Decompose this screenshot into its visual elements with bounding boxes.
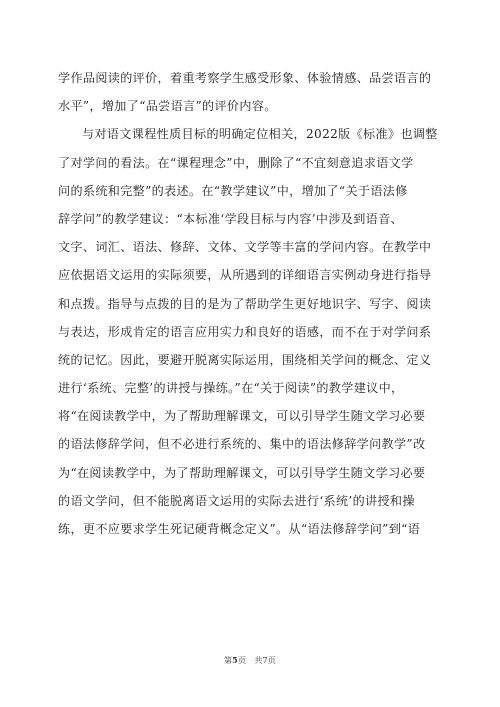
text-line: 为“在阅读教学中，为了帮助理解课文，可以引导学生随文学习必要: [58, 465, 426, 480]
body-text: [58, 64, 443, 543]
total-pages-number: 7: [262, 656, 268, 665]
page-footer: [0, 655, 500, 666]
text-line: 的语法修辞学问，但不必进行系统的、集中的语法修辞学问教学”改: [58, 437, 426, 452]
text-line: 应依据语文运用的实际须要，从所遇到的详细语言实例动身进行指导: [58, 268, 432, 283]
text-line: 将“在阅读教学中，为了帮助理解课文，可以引导学生随文学习必要: [58, 409, 426, 424]
text-line: 和点拨。指导与点拨的目的是为了帮助学生更好地识字、写字、阅读: [58, 296, 432, 311]
text-line: 问的系统和完整”的表述。在“教学建议”中，增加了“关于语法修: [58, 183, 408, 198]
text-line: 文字、词汇、语法、修辞、文体、文学等丰富的学问内容。在教学中: [58, 240, 432, 255]
text-line: 了对学问的看法。在“课程理念”中，删除了“不宜刻意追求语文学: [58, 155, 414, 170]
text-line: 统的记忆。因此，要避开脱离实际运用，围绕相关学问的概念、定义: [58, 352, 432, 367]
text-line: 进行‘系统、完整’的讲授与操练。”在“关于阅读”的教学建议中，: [58, 381, 404, 396]
current-page-number: 5: [232, 655, 238, 665]
paragraph-first-line: 与对语文课程性质目标的明确定位相关，2022版《标准》也调整: [82, 127, 438, 142]
text-line: 的语文学问，但不能脱离语文运用的实际去进行‘系统’的讲授和操: [58, 493, 415, 508]
text-line: 与表达，形成肯定的语言应用实力和良好的语感，而不在于对学问系: [58, 324, 432, 339]
footer-middle: 页 共: [237, 656, 263, 665]
text-line: 辞学问”的教学建议：“本标准‘学段目标与内容’中涉及到语音、: [58, 211, 403, 226]
text-line: 水平”，增加了“品尝语言”的评价内容。: [58, 99, 277, 114]
text-line: 练，更不应要求学生死记硬背概念定义”。从“语法修辞学问”到“语: [58, 522, 421, 536]
footer-suffix: 页: [267, 656, 277, 665]
footer-prefix: 第: [223, 656, 233, 665]
text-line: 学作品阅读的评价，着重考察学生感受形象、体验情感、品尝语言的: [58, 71, 432, 85]
